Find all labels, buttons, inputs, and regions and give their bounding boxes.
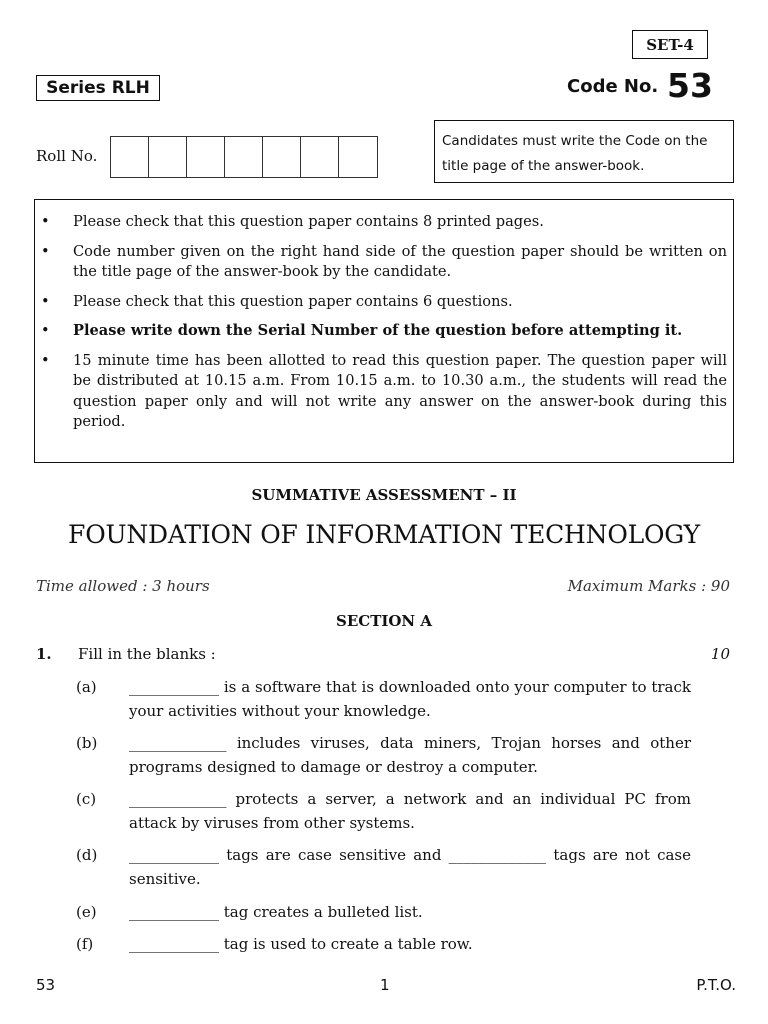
page-number: 1 bbox=[380, 976, 390, 994]
instruction-text: Code number given on the right hand side of the question paper should be written on the title page of the answer-book by the candidate. bbox=[73, 242, 727, 280]
footer-code: 53 bbox=[36, 976, 56, 994]
roll-digit-box bbox=[339, 137, 377, 177]
part-text: ____________ tag is used to create a table row. bbox=[129, 935, 473, 953]
bullet-icon: • bbox=[41, 242, 50, 260]
set-label: SET-4 bbox=[632, 30, 708, 59]
bullet-icon: • bbox=[41, 351, 50, 369]
instruction-text: Please check that this question paper contains 8 printed pages. bbox=[73, 213, 544, 230]
roll-digit-box bbox=[263, 137, 301, 177]
instructions-box bbox=[34, 199, 734, 463]
part-text: ____________ is a software that is downloaded onto your computer to track your activities without your knowledge. bbox=[129, 678, 691, 720]
part-text: _____________ includes viruses, data miners, Trojan horses and other programs designed to damage or destroy a computer. bbox=[129, 734, 691, 776]
question-text: Fill in the blanks : bbox=[78, 645, 216, 663]
time-allowed: Time allowed : 3 hours bbox=[36, 577, 210, 595]
roll-digit-box bbox=[149, 137, 187, 177]
part-text: _____________ protects a server, a network and an individual PC from attack by viruses from other systems. bbox=[129, 790, 691, 832]
part-label: (b) bbox=[76, 734, 98, 752]
part-label: (d) bbox=[76, 846, 98, 864]
instruction-text: Please check that this question paper contains 6 questions. bbox=[73, 292, 513, 310]
instruction-item bbox=[41, 321, 727, 342]
pto-label: P.T.O. bbox=[696, 976, 736, 994]
instruction-item bbox=[41, 351, 727, 433]
instruction-item bbox=[41, 292, 727, 313]
roll-number-boxes bbox=[110, 136, 378, 178]
instruction-text: 15 minute time has been allotted to read this question paper. The question paper will be distributed at 10.15 a.m. From 10.15 a.m. to 10.30 a.m., the students will read the question paper only and will not write any answer on the answer-book during this period. bbox=[73, 351, 727, 430]
bullet-icon: • bbox=[41, 292, 50, 310]
roll-digit-box bbox=[187, 137, 225, 177]
instruction-item bbox=[41, 242, 727, 283]
part-label: (c) bbox=[76, 790, 97, 808]
subject-title: FOUNDATION OF INFORMATION TECHNOLOGY bbox=[68, 520, 700, 549]
roll-digit-box bbox=[225, 137, 263, 177]
section-heading: SECTION A bbox=[335, 612, 433, 630]
bullet-icon: • bbox=[41, 213, 50, 230]
part-text: ____________ tag creates a bulleted list. bbox=[129, 903, 423, 921]
question-number: 1. bbox=[36, 645, 52, 663]
part-text: ____________ tags are case sensitive and _____________ tags are not case sensitive. bbox=[129, 846, 691, 888]
instructions-list bbox=[41, 212, 727, 433]
instruction-text: Please write down the Serial Number of the question before attempting it. bbox=[73, 322, 683, 339]
roll-digit-box bbox=[301, 137, 339, 177]
part-label: (a) bbox=[76, 678, 97, 696]
code-number: 53 bbox=[667, 66, 713, 105]
roll-digit-box bbox=[111, 137, 149, 177]
roll-number-label: Roll No. bbox=[36, 147, 98, 165]
assessment-title: SUMMATIVE ASSESSMENT – II bbox=[251, 486, 517, 504]
question-marks: 10 bbox=[710, 645, 730, 663]
instruction-item bbox=[41, 212, 727, 233]
candidates-note: Candidates must write the Code on the title page of the answer-book. bbox=[434, 120, 734, 183]
bullet-icon: • bbox=[41, 322, 50, 339]
series-label: Series RLH bbox=[36, 75, 160, 101]
code-label: Code No. bbox=[567, 76, 659, 97]
maximum-marks: Maximum Marks : 90 bbox=[567, 577, 730, 595]
part-label: (e) bbox=[76, 903, 97, 921]
part-label: (f) bbox=[76, 935, 94, 953]
